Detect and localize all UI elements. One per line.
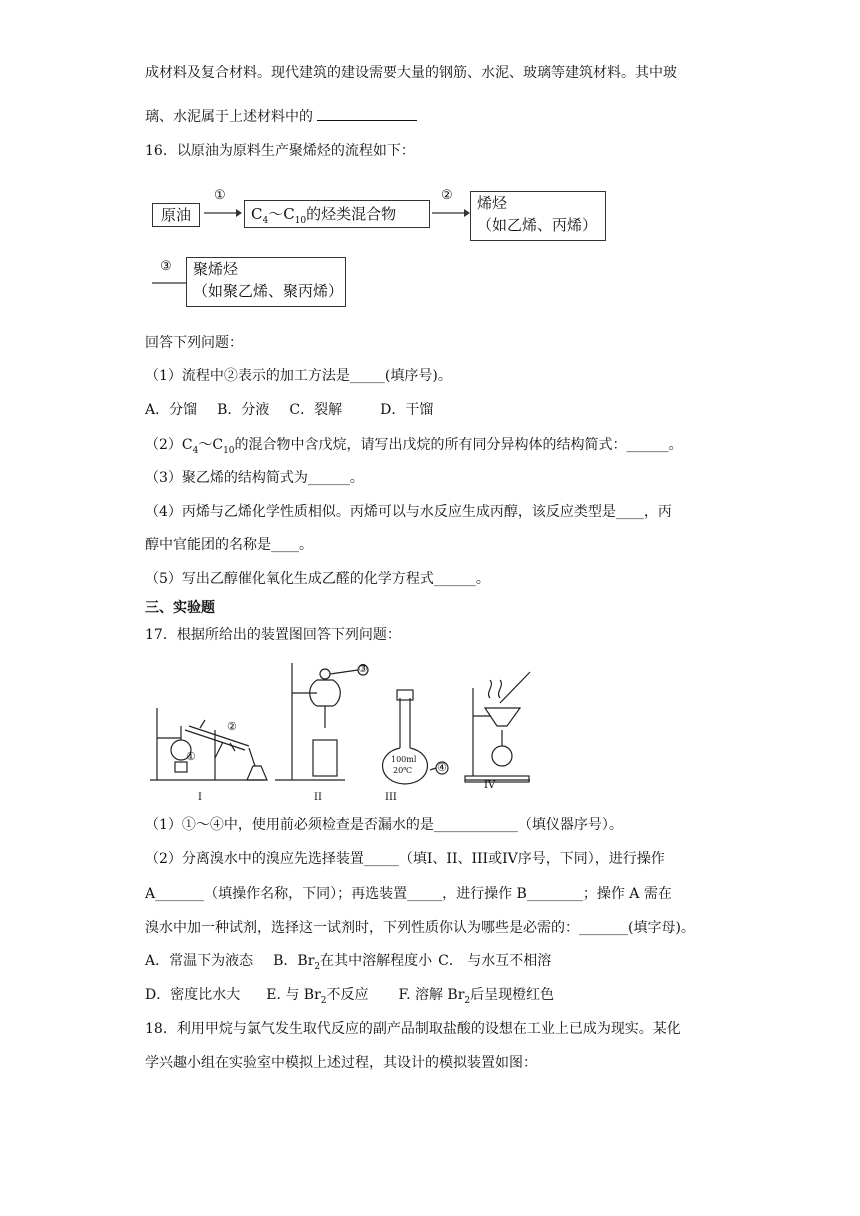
flow-box-polyolefin: 聚烯烃 （如聚乙烯、聚丙烯） [186,257,346,307]
text-line: 璃、水泥属于上述材料中的 [145,106,417,127]
subquestion-2-line1: （2）分离溴水中的溴应先选择装置_____（填I、II、III或IV序号，下同），进行操作 [145,851,665,867]
subquestion-2: $(2)C_4\sim C_{10}$的混合物中含戊烷，请写出戊烷的所有同分异构体的结构简式：______。 [145,437,683,456]
text-line: 成材料及复合材料。现代建筑的建设需要大量的钢筋、水泥、玻璃等建筑材料。其中玻 [145,65,677,81]
flow-box-olefin: 烯烃 （如乙烯、丙烯） [470,191,606,241]
figure-marker-3: ③ [358,662,368,675]
figure-label-IV: IV [484,780,496,791]
subquestion-2-line2: A_______（填操作名称，下同）；再选装置_____，进行操作 B________；操作 A 需在 [145,886,672,902]
subquestion-4-line2: 醇中官能团的名称是____。 [145,537,313,553]
figure-label-II: II [314,792,322,803]
subquestion-1: （1）流程中②表示的加工方法是_____(填序号)。 [145,368,452,384]
subquestion-1: （1）①～④中，使用前必须检查是否漏水的是____________（填仪器序号）。 [145,817,623,833]
options-row-2: D．密度比水大 E. 与 $Br_2$不反应 F. 溶解 $Br_2$后呈现橙红色 [145,987,555,1006]
subquestion-5: （5）写出乙醇催化氧化生成乙醛的化学方程式______。 [145,571,490,587]
figure-marker-4: ④ [437,761,447,774]
figure-label-III: III [385,792,397,803]
flask-temp-text: 20℃ [393,766,413,775]
subquestion-4-line1: （4）丙烯与乙烯化学性质相似。丙烯可以与水反应生成丙醇，该反应类型是____，丙 [145,504,672,520]
question-stem: 17．根据所给出的装置图回答下列问题： [145,627,401,643]
step3-label: ③ [160,259,172,274]
apparatus-figure [145,658,535,808]
subquestion-2-line3: 溴水中加一种试剂，选择这一试剂时，下列性质你认为哪些是必需的：_______(填字母)。 [145,920,695,936]
figure-label-I: I [198,792,202,803]
step1-label: ① [214,188,226,203]
options-row-1: A．常温下为液态 B．$Br_2$在其中溶解程度小 C． 与水互不相溶 [145,953,552,972]
answer-prompt: 回答下列问题： [145,335,243,351]
question-18-line2: 学兴趣小组在实验室中模拟上述过程，其设计的模拟装置如图： [145,1055,537,1071]
options-row: A．分馏 B．分液 C．裂解 D．干馏 [145,402,434,418]
figure-marker-2: ② [227,720,237,733]
figure-marker-1: ① [186,750,196,763]
question-stem: 16．以原油为原料生产聚烯烃的流程如下： [145,143,415,159]
section-heading: 三、实验题 [145,600,215,616]
flow-box-mixture: $C_4\sim C_{10}$的烃类混合物 [244,200,430,228]
question-18-line1: 18．利用甲烷与氯气发生取代反应的副产品制取盐酸的设想在工业上已成为现实。某化 [145,1021,681,1037]
answer-blank [317,106,417,121]
subquestion-3: （3）聚乙烯的结构简式为______。 [145,470,364,486]
flask-volume-text: 100ml [391,755,417,764]
step2-label: ② [441,188,453,203]
flow-box-crude: 原油 [152,203,200,227]
